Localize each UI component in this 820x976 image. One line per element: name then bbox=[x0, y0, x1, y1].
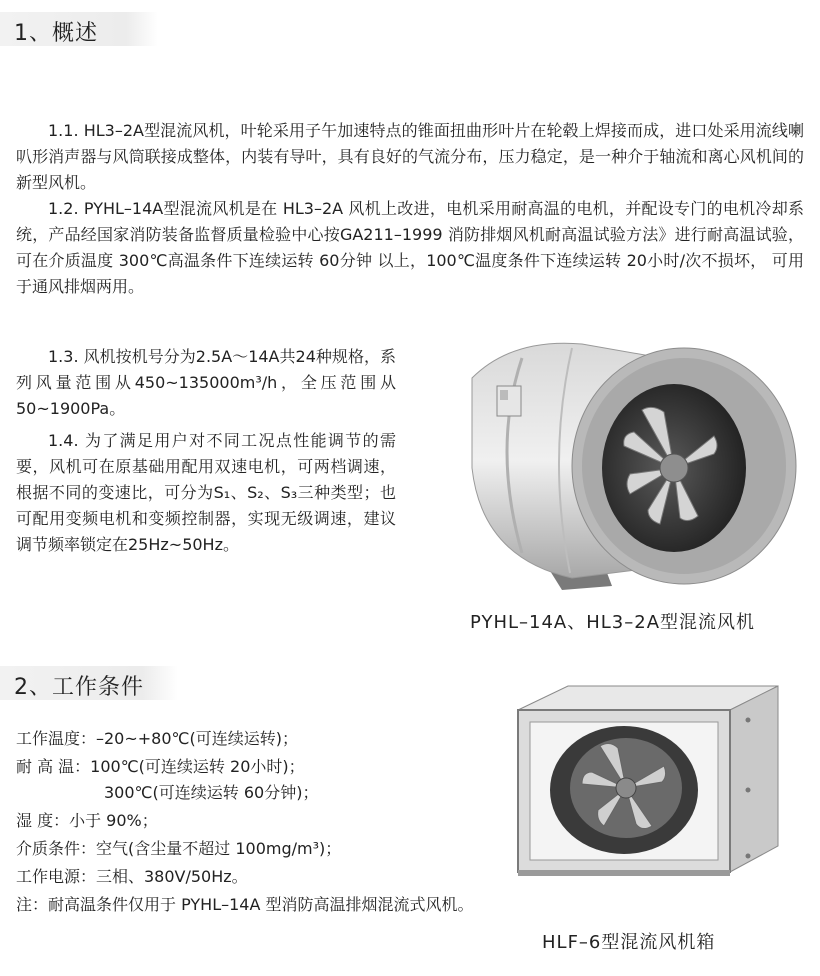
condition-medium: 介质条件：空气(含尘量不超过 100mg/m³)； bbox=[16, 839, 342, 858]
condition-note: 注：耐高温条件仅用于 PYHL–14A 型消防高温排烟混流式风机。 bbox=[16, 895, 474, 914]
fan-figure-caption: PYHL–14A、HL3–2A型混流风机 bbox=[470, 612, 756, 633]
condition-humidity: 湿 度：小于 90%； bbox=[16, 811, 158, 830]
paragraph-1-2: 1.2. PYHL–14A型混流风机是在 HL3–2A 风机上改进，电机采用耐高温的电机，并配设专门的电机冷却系统，产品经国家消防装备监督质量检验中心按GA211–1999 消防排烟风机耐高温试验方法》进行耐高温试验，可在介质温度 300℃高温条件下连续运转 60分钟 以上，100℃温度条件下连续运转 20小时/次不损坏， 可用于通风排烟两用。 bbox=[16, 199, 804, 296]
condition-high-temp: 耐 高 温：100℃(可连续运转 20小时)； bbox=[16, 757, 305, 776]
fan-box-image bbox=[508, 680, 788, 880]
section-1-title: 1、概述 bbox=[14, 21, 98, 46]
condition-working-temp: 工作温度：–20~+80℃(可连续运转)； bbox=[16, 729, 298, 748]
condition-high-temp-300: 300℃(可连续运转 60分钟)； bbox=[104, 783, 319, 802]
section-1-header bbox=[0, 12, 158, 46]
section-2-header bbox=[0, 666, 178, 700]
mixed-flow-fan-image bbox=[452, 318, 804, 590]
paragraph-1-4: 1.4. 为了满足用户对不同工况点性能调节的需要，风机可在原基础用配用双速电机，可两档调速，根据不同的变速比，可分为S₁、S₂、S₃三种类型；也可配用变频电机和变频控制器，实现无级调速，建议调节频率锁定在25Hz~50Hz。 bbox=[16, 431, 396, 554]
fan-box-caption: HLF–6型混流风机箱 bbox=[542, 932, 716, 953]
paragraph-1-1: 1.1. HL3–2A型混流风机，叶轮采用子午加速特点的锥面扭曲形叶片在轮毂上焊接而成，进口处采用流线喇叭形消声器与风筒联接成整体，内装有导叶，具有良好的气流分布，压力稳定，是一种介于轴流和离心风机间的新型风机。 bbox=[16, 121, 804, 192]
paragraph-1-3: 1.3. 风机按机号分为2.5A～14A共24种规格，系列风量范围从450~135000m³/h，全压范围从 50~1900Pa。 bbox=[16, 347, 396, 418]
condition-power: 工作电源：三相、380V/50Hz。 bbox=[16, 867, 248, 886]
section-2-title: 2、工作条件 bbox=[14, 675, 144, 700]
